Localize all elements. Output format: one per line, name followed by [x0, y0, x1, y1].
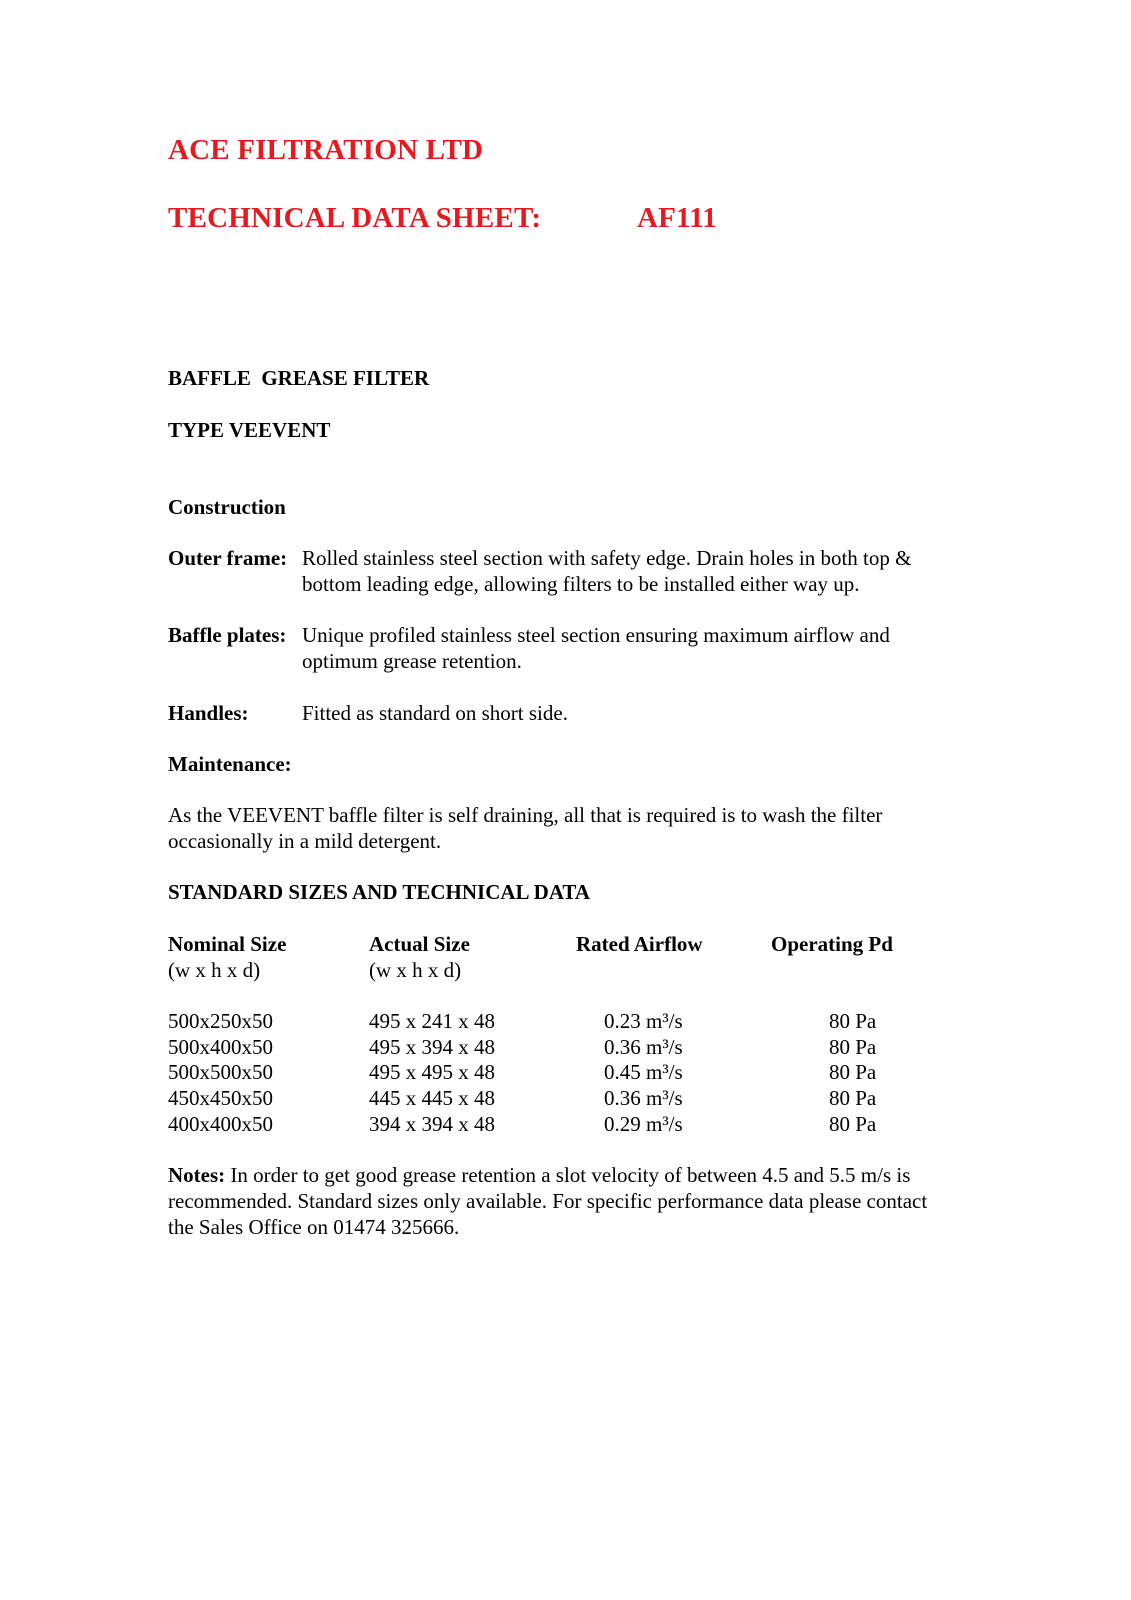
notes-paragraph	[168, 1162, 948, 1240]
table-cell-nominal: 400x400x50	[168, 1112, 273, 1136]
sheet-code: AF111	[637, 202, 717, 234]
baffle-plates-label: Baffle plates:	[168, 623, 287, 647]
table-cell-nominal: 500x400x50	[168, 1035, 273, 1059]
table-cell-pd: 80 Pa	[829, 1060, 877, 1084]
handles-text: Fitted as standard on short side.	[302, 701, 568, 725]
table-cell-actual: 394 x 394 x 48	[369, 1112, 495, 1136]
handles-label: Handles:	[168, 701, 249, 725]
table-cell-nominal: 500x500x50	[168, 1060, 273, 1084]
table-cell-nominal: 450x450x50	[168, 1086, 273, 1110]
table-cell-airflow: 0.36 m³/s	[604, 1086, 683, 1110]
col-header-nominal: Nominal Size	[168, 932, 287, 956]
col-header-pd: Operating Pd	[771, 932, 893, 956]
table-cell-actual: 445 x 445 x 48	[369, 1086, 495, 1110]
col-header-airflow: Rated Airflow	[576, 932, 703, 956]
table-cell-actual: 495 x 394 x 48	[369, 1035, 495, 1059]
table-heading: STANDARD SIZES AND TECHNICAL DATA	[168, 880, 591, 904]
table-cell-pd: 80 Pa	[829, 1035, 877, 1059]
outer-frame-text: Rolled stainless steel section with safety edge. Drain holes in both top & bottom leading edge, allowing filters to be installed either way up.	[302, 546, 912, 596]
product-title: BAFFLE GREASE FILTER	[168, 366, 430, 390]
sheet-label: TECHNICAL DATA SHEET:	[168, 202, 542, 234]
table-cell-airflow: 0.36 m³/s	[604, 1035, 683, 1059]
notes-text: In order to get good grease retention a slot velocity of between 4.5 and 5.5 m/s is recommended. Standard sizes only available. For specific performance data please contact the Sales Office on 01474 325666.	[168, 1163, 928, 1239]
baffle-plates-text: Unique profiled stainless steel section ensuring maximum airflow and optimum grease retention.	[302, 623, 890, 673]
table-cell-pd: 80 Pa	[829, 1112, 877, 1136]
product-type: TYPE VEEVENT	[168, 418, 331, 442]
notes-label: Notes:	[168, 1163, 226, 1187]
table-cell-actual: 495 x 241 x 48	[369, 1009, 495, 1033]
table-cell-actual: 495 x 495 x 48	[369, 1060, 495, 1084]
table-cell-pd: 80 Pa	[829, 1009, 877, 1033]
table-cell-airflow: 0.29 m³/s	[604, 1112, 683, 1136]
table-cell-airflow: 0.23 m³/s	[604, 1009, 683, 1033]
maintenance-text: As the VEEVENT baffle filter is self draining, all that is required is to wash the filter occasionally in a mild detergent.	[168, 803, 883, 853]
col-subheader-nominal: (w x h x d)	[168, 958, 261, 982]
table-cell-airflow: 0.45 m³/s	[604, 1060, 683, 1084]
table-cell-pd: 80 Pa	[829, 1086, 877, 1110]
table-cell-nominal: 500x250x50	[168, 1009, 273, 1033]
col-header-actual: Actual Size	[369, 932, 470, 956]
company-name: ACE FILTRATION LTD	[168, 134, 484, 166]
outer-frame-label: Outer frame:	[168, 546, 288, 570]
construction-heading: Construction	[168, 495, 286, 519]
maintenance-heading: Maintenance:	[168, 752, 292, 776]
col-subheader-actual: (w x h x d)	[369, 958, 462, 982]
